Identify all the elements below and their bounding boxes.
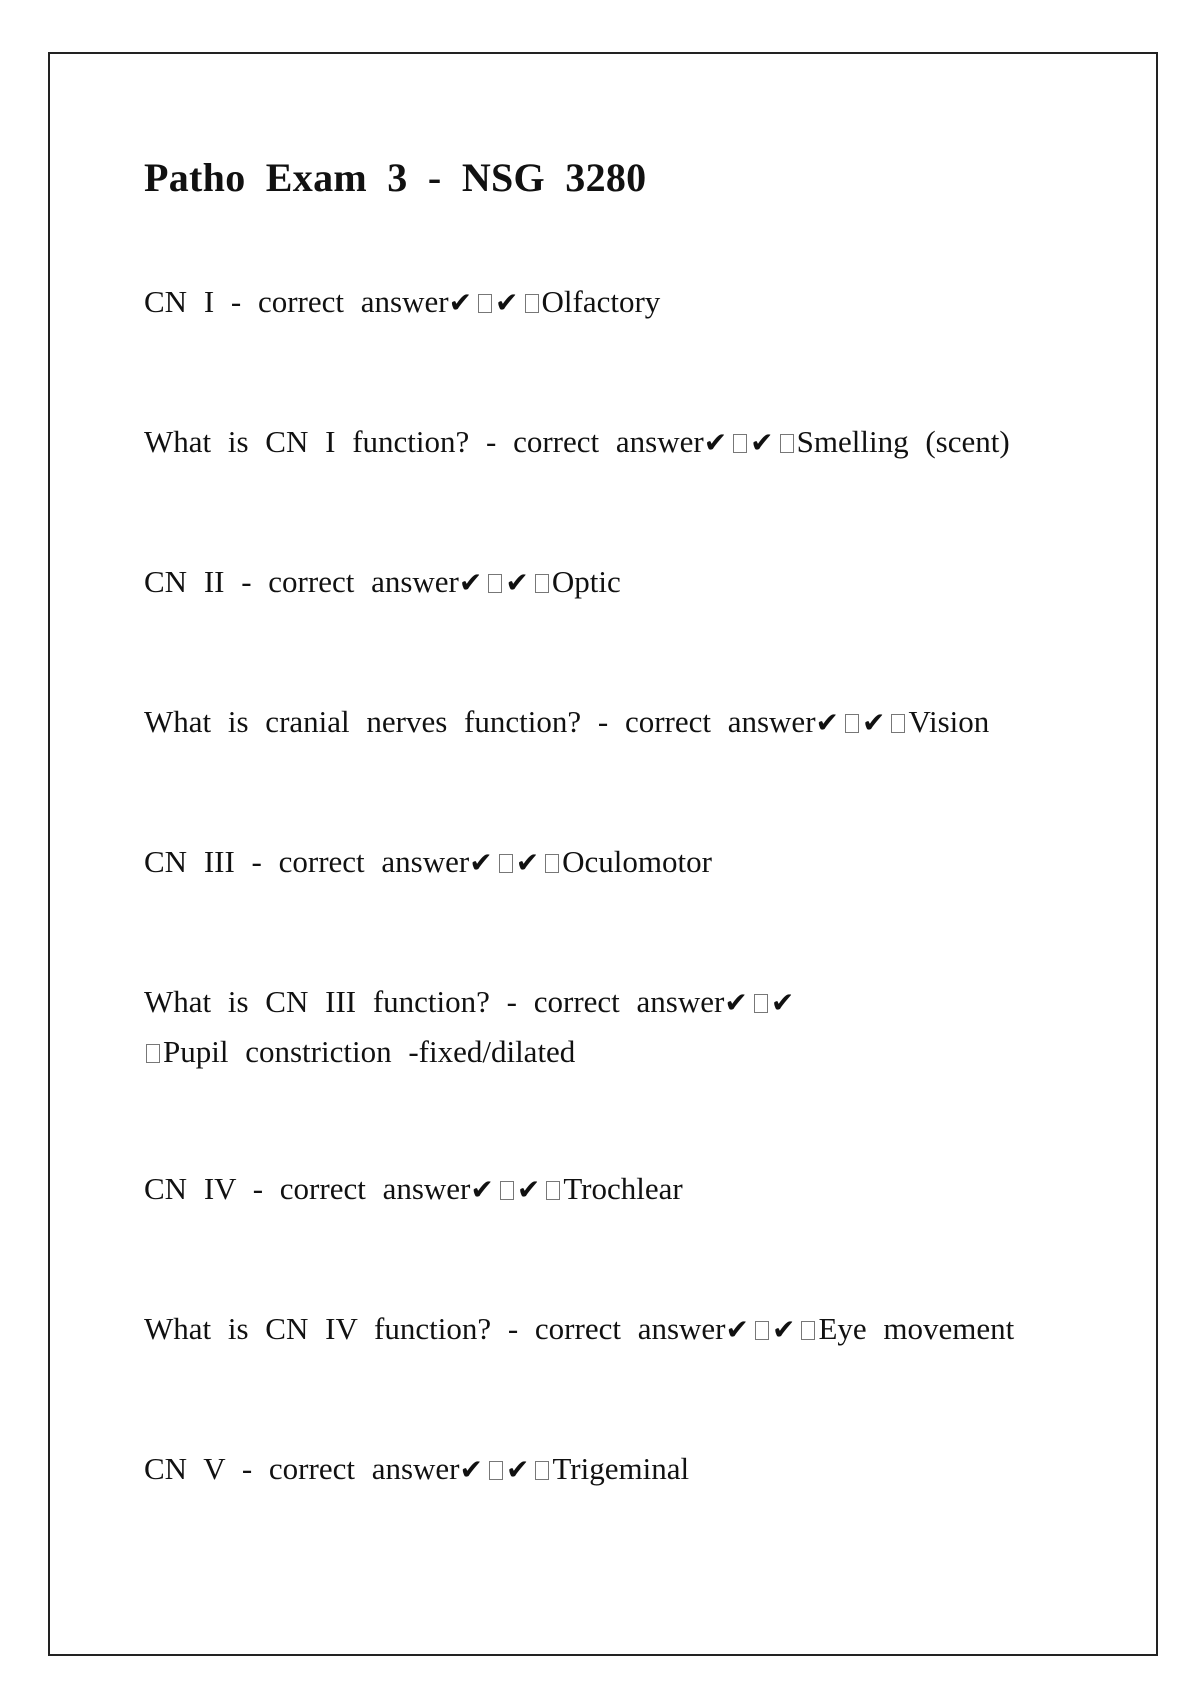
answer-label: correct answer bbox=[278, 844, 470, 879]
qa-item bbox=[144, 1444, 689, 1494]
answer-label: correct answer bbox=[257, 284, 449, 319]
answer-label: correct answer bbox=[268, 564, 459, 599]
missing-glyph-box bbox=[535, 1461, 549, 1480]
qa-item bbox=[144, 277, 660, 327]
answer-text: Eye movement bbox=[818, 1311, 1015, 1346]
missing-glyph-box bbox=[488, 574, 502, 593]
separator: - bbox=[224, 564, 269, 599]
answer-text: Pupil constriction -fixed/dilated bbox=[163, 1034, 576, 1069]
checkmark-icon: ✔ bbox=[469, 846, 493, 879]
checkmark-icon: ✔ bbox=[516, 1173, 541, 1206]
qa-item bbox=[144, 977, 794, 1076]
checkmark-icon: ✔ bbox=[495, 286, 519, 319]
missing-glyph-box bbox=[146, 1044, 160, 1063]
missing-glyph-box bbox=[801, 1321, 815, 1340]
question-text: What is cranial nerves function? bbox=[144, 704, 582, 739]
question-text: CN V bbox=[144, 1451, 226, 1486]
separator: - bbox=[234, 844, 279, 879]
question-line bbox=[144, 977, 794, 1027]
separator: - bbox=[581, 704, 625, 739]
question-text: CN II bbox=[144, 564, 225, 599]
checkmark-icon: ✔ bbox=[862, 706, 886, 739]
question-text: CN IV bbox=[144, 1171, 236, 1206]
missing-glyph-box bbox=[499, 854, 513, 873]
qa-item bbox=[144, 557, 621, 607]
separator: - bbox=[235, 1171, 280, 1206]
answer-text: Oculomotor bbox=[562, 844, 712, 879]
separator: - bbox=[225, 1451, 269, 1486]
checkmark-icon: ✔ bbox=[459, 1453, 483, 1486]
checkmark-icon: ✔ bbox=[458, 566, 483, 599]
missing-glyph-box bbox=[733, 434, 747, 453]
missing-glyph-box bbox=[755, 1321, 769, 1340]
qa-item bbox=[144, 697, 989, 747]
missing-glyph-box bbox=[500, 1181, 514, 1200]
answer-label: correct answer bbox=[534, 1311, 726, 1346]
checkmark-icon: ✔ bbox=[448, 286, 473, 319]
checkmark-icon: ✔ bbox=[770, 986, 795, 1019]
document-title: Patho Exam 3 - NSG 3280 bbox=[144, 155, 647, 200]
separator: - bbox=[214, 284, 258, 319]
qa-item bbox=[144, 1304, 1014, 1354]
answer-text: Optic bbox=[551, 564, 621, 599]
answer-label: correct answer bbox=[624, 704, 816, 739]
question-text: What is CN IV function? bbox=[144, 1311, 492, 1346]
answer-label: correct answer bbox=[533, 984, 725, 1019]
document-page bbox=[48, 52, 1158, 1656]
missing-glyph-box bbox=[489, 1461, 503, 1480]
checkmark-icon: ✔ bbox=[470, 1173, 494, 1206]
separator: - bbox=[469, 424, 514, 459]
answer-text: Vision bbox=[908, 704, 990, 739]
answer-line bbox=[144, 1027, 794, 1076]
question-text: What is CN III function? bbox=[144, 984, 490, 1019]
missing-glyph-box bbox=[780, 434, 794, 453]
question-text: CN I bbox=[144, 284, 215, 319]
missing-glyph-box bbox=[478, 294, 492, 313]
checkmark-icon: ✔ bbox=[505, 1453, 530, 1486]
answer-label: correct answer bbox=[268, 1451, 460, 1486]
answer-text: Olfactory bbox=[541, 284, 661, 319]
answer-text: Smelling (scent) bbox=[796, 424, 1010, 459]
question-text: What is CN I function? bbox=[144, 424, 470, 459]
checkmark-icon: ✔ bbox=[505, 566, 529, 599]
checkmark-icon: ✔ bbox=[750, 426, 774, 459]
checkmark-icon: ✔ bbox=[703, 426, 728, 459]
checkmark-icon: ✔ bbox=[725, 1313, 749, 1346]
checkmark-icon: ✔ bbox=[724, 986, 748, 1019]
missing-glyph-box bbox=[525, 294, 539, 313]
question-text: CN III bbox=[144, 844, 235, 879]
answer-text: Trigeminal bbox=[552, 1451, 690, 1486]
checkmark-icon: ✔ bbox=[515, 846, 540, 879]
separator: - bbox=[491, 1311, 535, 1346]
missing-glyph-box bbox=[535, 574, 549, 593]
missing-glyph-box bbox=[754, 994, 768, 1013]
qa-item bbox=[144, 1164, 683, 1214]
qa-item bbox=[144, 417, 1010, 467]
separator: - bbox=[489, 984, 534, 1019]
missing-glyph-box bbox=[891, 714, 905, 733]
missing-glyph-box bbox=[545, 854, 559, 873]
answer-text: Trochlear bbox=[563, 1171, 683, 1206]
missing-glyph-box bbox=[546, 1181, 560, 1200]
checkmark-icon: ✔ bbox=[815, 706, 839, 739]
answer-label: correct answer bbox=[513, 424, 704, 459]
missing-glyph-box bbox=[845, 714, 859, 733]
answer-label: correct answer bbox=[279, 1171, 471, 1206]
checkmark-icon: ✔ bbox=[771, 1313, 796, 1346]
qa-item bbox=[144, 837, 712, 887]
